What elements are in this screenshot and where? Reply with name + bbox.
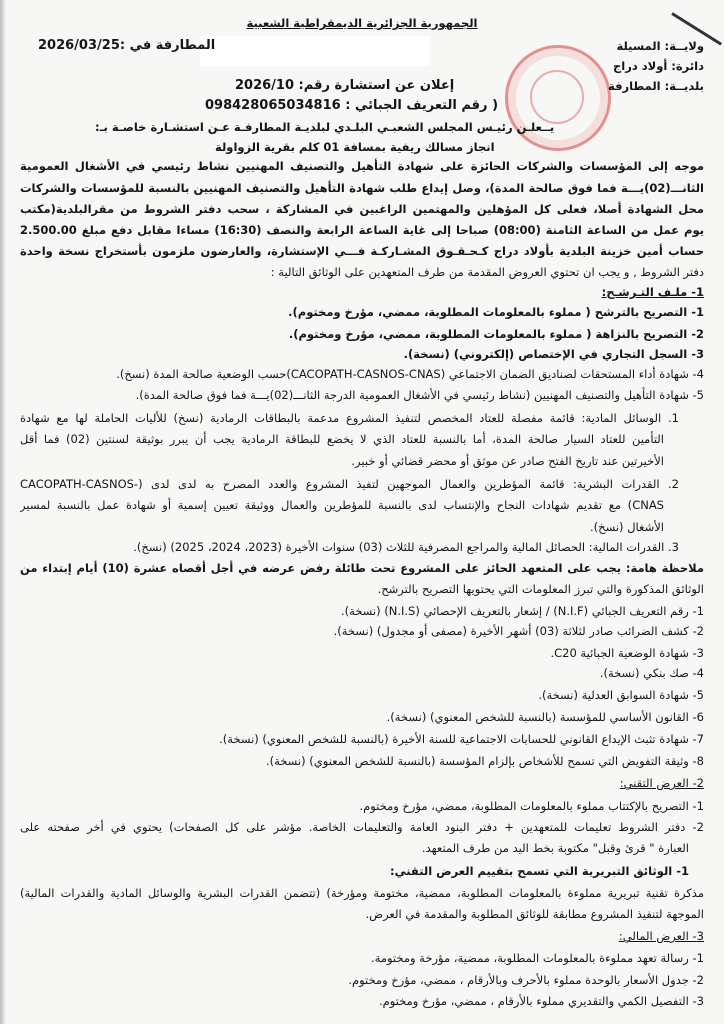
capacity-line: الأخيرتين عند تاريخ الفتح صادر عن موثق أو محضر قضائي أو خبير. — [351, 454, 664, 468]
list-item: 8- وثيقة التفويض التي تسمح للأشخاص بإلزام المؤسسة (بالنسبة للشخص المعنوي) (نسخة). — [265, 754, 704, 768]
list-item: العبارة " قرئ وقبل" مكتوبة بخط اليد من طرف المتعهد. — [421, 841, 689, 855]
paragraph-line: حساب أمين خزينة البلدية بأولاد دراج كـحـقـوق المشـاركـة فـــي الإستشارة، والعارضون ملزمون بأستخراج نسخة واحدة — [20, 244, 704, 258]
announcement-number: إعلان عن استشارة رقم: 2026/10 — [235, 78, 455, 93]
paragraph-line: محل الشهادة أصلا، فعلى كل المؤهلين والمهتمين الراغبين في المشاركة ، سحب دفتر الشروط من مقرالبلدية(مكتب — [20, 202, 704, 216]
memo-line: مذكرة تقنية تبريرية مملوءة بالمعلومات المطلوبة، ممضية، مختومة ومؤرخة) (تتضمن القدرات البشرية والوسائل المادية والقدرات المالية) — [20, 886, 704, 900]
list-item: 2- دفتر الشروط تعليمات للمتعهدين + دفتر البنود العامة والتعليمات الخاصة. مؤشر على كل الصفحات) يحتوي في أخر صفحته على — [20, 820, 704, 834]
list-item: 1- رسالة تعهد مملوءة بالمعلومات المطلوبة، ممضية، مؤرخة ومختومة. — [371, 951, 704, 965]
redaction-box — [200, 36, 430, 66]
list-item: 4- شهادة أداء المستحقات لصناديق الضمان الاجتماعي (CACOPATH-CASNOS-CNAS)حسب الوضعية صالحة المدة (نسخ). — [116, 367, 704, 381]
list-item: 5- شهادة التأهيل والتصنيف المهنيين (نشاط رئيسي في الأشغال العمومية الدرجة الثانـــ(02)يـــة فما فوق صالحة المدة). — [135, 388, 704, 402]
section1-title: 1- ملـف التـرشـح: — [601, 285, 704, 299]
list-item: 4- صك بنكي (نسخة). — [599, 666, 704, 680]
project-title: انجاز مسالك ريفية بمسافة 01 كلم بقرية الزواولة — [215, 140, 495, 154]
list-item: 6- القانون الأساسي للمؤسسة (بالنسبة للشخص المعنوي) (نسخة). — [386, 710, 704, 724]
list-item: 3- السجل التجاري في الإختصاص (إلكتروني) (نسخة). — [403, 347, 704, 361]
section3-title: 3- العرض المالي: — [618, 929, 704, 943]
wilaya: ولايــة: المسيلة — [616, 39, 704, 53]
list-item: 5- شهادة السوابق العدلية (نسخة). — [538, 688, 704, 702]
intro-line: يــعلـن رئيـس المجلس الشعبـي البلـدي لبلديـة المطارفـة عـن استشـارة خاصـة بـ: — [95, 120, 555, 134]
capacity-line: التأمين للعتاد السيار صالحة المدة، أما بالنسبة للعتاد الذي لا يخضع للبطاقة الرمادية يجب أن يبرر بوثيقة لسنتين (02) فما أقل — [20, 432, 664, 446]
paragraph-line: موجه إلى المؤسسات والشركات الحائزة على شهادة التأهيل والتصنيف المهنيين نشاط رئيسي في الأشغال العمومية — [20, 159, 704, 173]
list-item: 7- شهادة تثبث الإيداع القانوني للحسابات الاجتماعية للسنة الأخيرة (بالنسبة للشخص المعنوي) (نسخة). — [219, 732, 704, 746]
paragraph-line: يوم عمل من الساعة الثامنة (08:00) صباحا إلى غاية الساعة الرابعة والنصف (16:30) مساءا مقابل دفع مبلغ 2.500.00 — [20, 223, 704, 237]
baladia: بلديــة: المطارفة — [607, 79, 704, 93]
note-line: ملاحظة هامة: يجب على المتعهد الحائز على المشروع تحت طائلة رفض عرضه في أجل أقصاه عشرة (10) أيام إبتداء من — [20, 561, 704, 575]
list-item: 2- كشف الضرائب صادر لثلاثة (03) أشهر الأخيرة (مصفى أو مجدول) (نسخة). — [333, 624, 704, 638]
note-line: الوثائق المذكورة والتي تبرز المعلومات التي يحتويها التصريح بالترشح. — [377, 582, 704, 596]
document-date: المطارفة في :2026/03/25 — [38, 38, 216, 53]
list-item: 2- التصريح بالنزاهة ( مملوء بالمعلومات المطلوبة، ممضي، مؤرخ ومختوم). — [288, 327, 704, 341]
capacity-line: 3. القدرات المالية: الحصائل المالية والمراجع المصرفية للثلاث (03) سنوات الأخيرة (2023، 2024، 2025) (نسخ). — [133, 540, 679, 554]
scan-edge — [0, 0, 6, 1024]
paragraph-line: الثانـــ(02)يـــة فما فوق صالحة المدة)، وصل إيداع طلب شهادة التأهيل والتصنيف المهنيين بالنسبة للمؤسسات والشركات — [20, 181, 704, 195]
memo-line: الموجهة لتنفيذ المشروع مطابقة للوثائق المطلوبة والمقدمة في العرض. — [365, 907, 704, 921]
section2-subtitle: 1- الوثائق التبريرية التي تسمح بتقييم العرض التقني: — [389, 864, 689, 878]
list-item: 2- جدول الأسعار بالوحدة مملوء بالأحرف وبالأرقام ، ممضي، مؤرخ ومختوم. — [348, 973, 704, 987]
section2-title: 2- العرض التقني: — [619, 776, 704, 790]
paragraph-line: دفتر الشروط , و يجب ان تحتوي العروض المقدمة من طرف المتعهدين على الوثائق التالية : — [270, 265, 704, 279]
list-item: 3- شهادة الوضعية الجبائية C20. — [550, 646, 704, 660]
capacity-line: 1. الوسائل المادية: قائمة مفصلة للعتاد المخصص لتنفيذ المشروع مدعمة بالبطاقات الرمادية (نسخ) للأليات الحاملة لها مع شهادة — [20, 411, 679, 425]
capacity-line: الأشغال (نسخ). — [590, 520, 664, 534]
list-item: 1- التصريح بالترشح ( مملوء بالمعلومات المطلوبة، ممضي، مؤرخ ومختوم). — [288, 305, 704, 319]
tax-id: ( رقم التعريف الجبائي : 098428065034816 — [205, 98, 499, 113]
list-item: 1- رقم التعريف الجبائي (N.I.F) / إشعار بالتعريف الإحصائي (N.I.S) (نسخة). — [340, 604, 704, 618]
daira: دائرة: أولاد دراج — [612, 59, 704, 73]
capacity-line: 2. القدرات البشرية: قائمة المؤطرين والعمال الموجهين لتفيذ المشروع والعدد المصرح به لدى لدى (-CACOPATH-CASNOS — [20, 477, 679, 491]
list-item: 3- التفصيل الكمي والتقديري مملوء بالأرقام ، ممضي، مؤرخ ومختوم. — [378, 994, 704, 1008]
list-item: 1- التصريح بالإكتتاب مملوء بالمعلومات المطلوبة، ممضي، مؤرخ ومختوم. — [359, 799, 704, 813]
capacity-line: CNAS) مع تقديم شهادات النجاح والإنتساب لدى بالنسبة للمؤطرين والعمال ووثيقة تعيين إسمية أو شهادة عمل بالنسبة لمسير — [20, 498, 664, 512]
republic-title: الجمهورية الجزائرية الديمقراطية الشعبية — [246, 16, 478, 30]
